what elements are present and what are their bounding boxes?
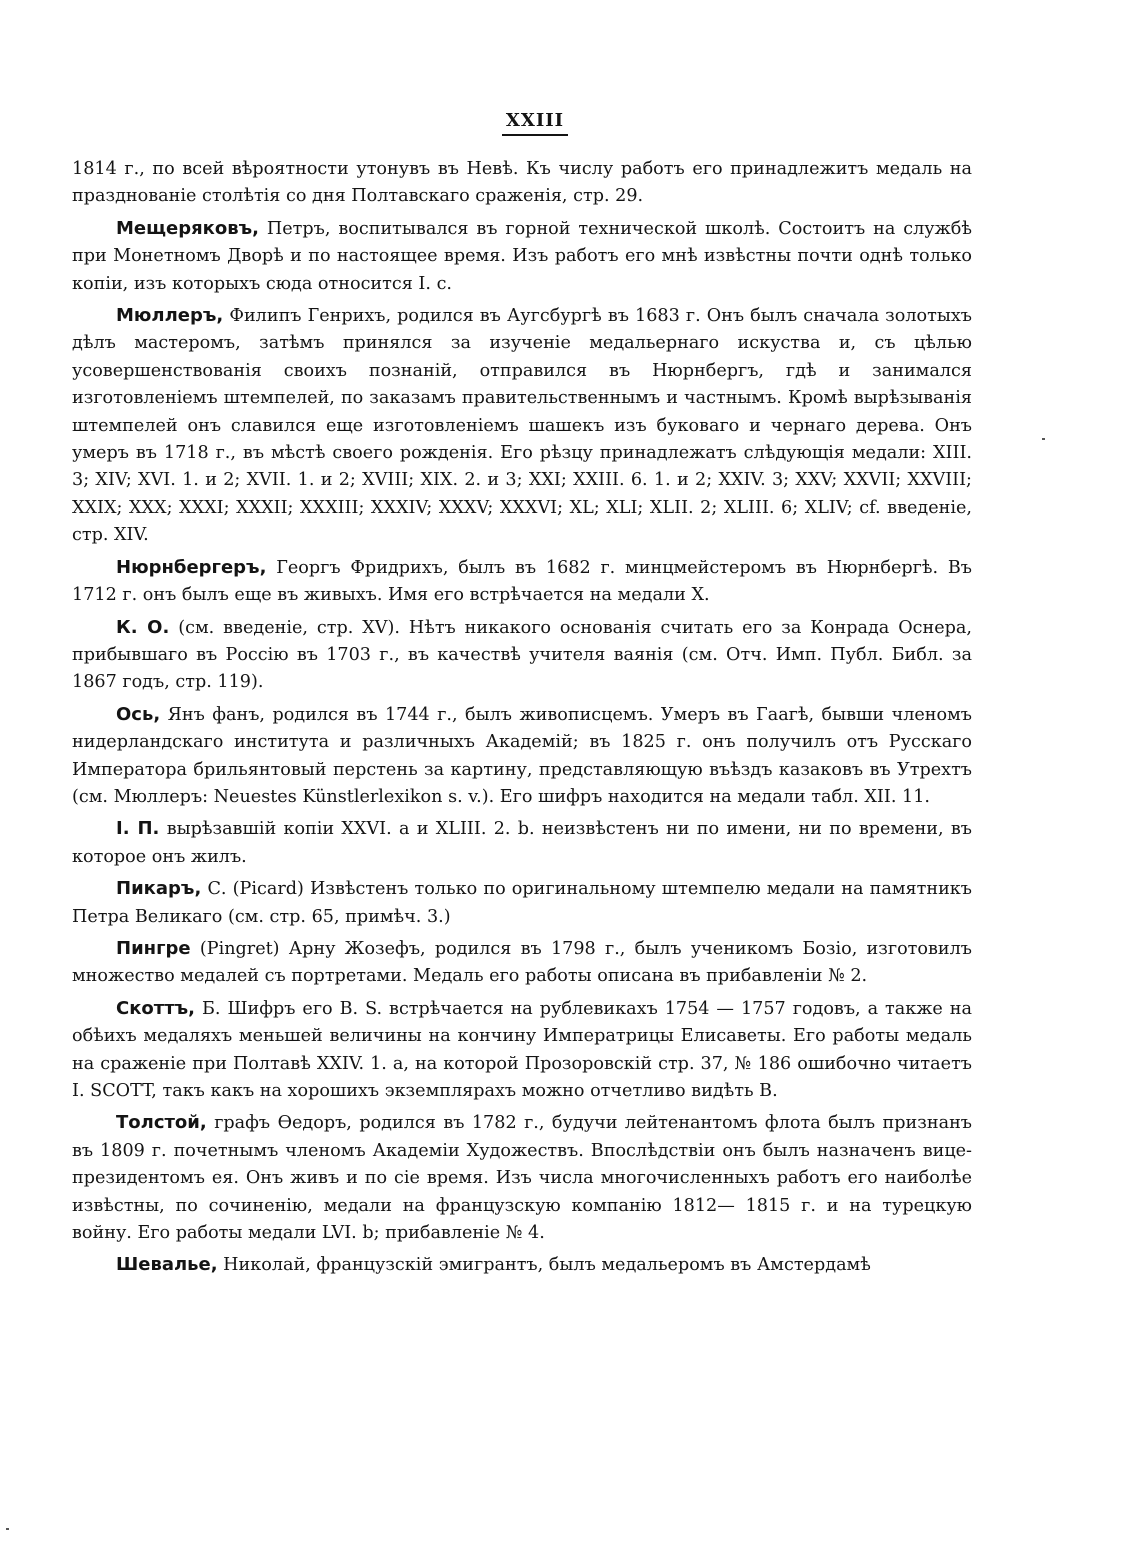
entry-meshcheryakov [72,215,972,298]
entry-text: Филипъ Генрихъ, родился въ Аугсбургѣ въ 1683 г. Онъ былъ сначала золотыхъ дѣлъ мастеромъ, затѣмъ принялся за изученіе медальернаго искуства и, съ цѣлью усовершенствованія своихъ познаній, отправился въ Нюрнбергъ, гдѣ и занимался изготовленіемъ штемпелей, по заказамъ правительственнымъ и частнымъ. Кромѣ вырѣзыванія штемпелей онъ славился еще изготовленіемъ шашекъ изъ буковаго и чернаго дерева. Онъ умеръ въ 1718 г., въ мѣстѣ своего рожденія. Его рѣзцу принадлежатъ слѣдующія медали: XIII. 3; XIV; XVI. 1. и 2; XVII. 1. и 2; XVIII; XIX. 2. и 3; XXI; XXIII. 6. 1. и 2; XXIV. 3; XXV; XXVII; XXVIII; XXIX; XXX; XXXI; XXXII; XXXIII; XXXIV; XXXV; XXXVI; XL; XLI; XLII. 2; XLIII. 6; XLIV; cf. введеніе, стр. XIV. [72,306,972,546]
entry-name: Скоттъ, [116,997,196,1019]
entry-muller [72,302,972,550]
entry-picard [72,875,972,931]
entry-text: графъ Ѳедоръ, родился въ 1782 г., будучи лейтенантомъ флота былъ признанъ въ 1809 г. почетнымъ членомъ Академіи Художествъ. Впослѣдствіи онъ былъ назначенъ вице-президентомъ ея. Онъ живъ и по сіе время. Изъ числа многочисленныхъ работъ его наиболѣе извѣстны, по сочиненію, медали на французскую компанію 1812— 1815 г. и на турецкую войну. Его работы медали LVI. b; прибавленіе № 4. [72,1113,972,1244]
entry-scott [72,995,972,1106]
entry-text: С. (Picard) Извѣстенъ только по оригинальному штемпелю медали на памятникъ Петра Великаго (см. стр. 65, примѣч. 3.) [72,879,972,927]
entry-text: Георгъ Фридрихъ, былъ въ 1682 г. минцмейстеромъ въ Нюрнбергѣ. Въ 1712 г. онъ былъ еще въ живыхъ. Имя его встрѣчается на медали X. [72,557,972,606]
entry-name: Ось, [116,703,161,725]
entry-text: Янъ фанъ, родился въ 1744 г., былъ живописцемъ. Умеръ въ Гаагѣ, бывши членомъ нидерландскаго института и различныхъ Академій; въ 1825 г. онъ получилъ отъ Русскаго Императора брильянтовый перстень за картину, представляющую въѣздъ казаковъ въ Утрехтъ (см. Мюллеръ: Neuestes Künstlerlexikon s. v.). Его шифръ находится на медали табл. XII. 11. [72,704,972,807]
entry-ip [72,815,972,871]
entry-ko [72,614,972,697]
document-body [72,156,972,1284]
entry-tolstoy [72,1109,972,1247]
entry-name: К. О. [116,616,170,638]
entry-text: вырѣзавшій копіи XXVI. a и XLIII. 2. b. неизвѣстенъ ни по имени, ни по времени, въ которое онъ жилъ. [72,819,972,867]
page-number [0,110,1070,136]
paragraph-continuation [72,156,972,211]
entry-text: Б. Шифръ его B. S. встрѣчается на рублевикахъ 1754 — 1757 годовъ, а также на обѣихъ медаляхъ меньшей величины на кончину Императрицы Елисаветы. Его работы медаль на сраженіе при Полтавѣ XXIV. 1. a, на которой Прозоровскій стр. 37, № 186 ошибочно читаетъ I. SCOTT, такъ какъ на хорошихъ экземплярахъ можно отчетливо видѣть B. [72,998,972,1101]
entry-nurnberger [72,554,972,610]
entry-text: (см. введеніе, стр. XV). Нѣтъ никакого основанія считать его за Конрада Оснера, прибывшаго въ Россію въ 1703 г., въ качествѣ учителя ваянія (см. Отч. Имп. Публ. Библ. за 1867 годъ, стр. 119). [72,617,972,693]
entry-text: (Pingret) Арну Жозефъ, родился въ 1798 г., былъ ученикомъ Бозіо, изготовилъ множество медалей съ портретами. Медаль его работы описана въ прибавленіи № 2. [72,938,972,987]
entry-name: Нюрнбергеръ, [116,556,267,578]
entry-pingret [72,935,972,991]
entry-name: Толстой, [116,1112,207,1134]
entry-name: Пикаръ, [116,878,202,900]
scan-speck [6,1528,9,1530]
scan-speck [1042,438,1045,440]
paragraph-text: 1814 г., по всей вѣроятности утонувъ въ Невѣ. Къ числу работъ его принадлежитъ медаль на празднованіе столѣтія со дня Полтавскаго сраженія, стр. 29. [72,159,972,207]
entry-text: Петръ, воспитывался въ горной технической школѣ. Состоитъ на службѣ при Монетномъ Дворѣ и по настоящее время. Изъ работъ его мнѣ извѣстны почти однѣ только копіи, изъ которыхъ сюда относится I. c. [72,218,972,294]
entry-name: Мещеряковъ, [116,217,260,239]
page-number-text: XXIII [502,110,568,136]
entry-chevalier [72,1251,972,1279]
entry-name: Шевалье, [116,1254,218,1276]
entry-text: Николай, французскій эмигрантъ, былъ медальеромъ въ Амстердамѣ [217,1255,871,1276]
entry-name: Мюллеръ, [116,305,224,327]
entry-name: Пингре [116,937,191,959]
entry-name: I. П. [116,818,160,840]
entry-os [72,701,972,812]
